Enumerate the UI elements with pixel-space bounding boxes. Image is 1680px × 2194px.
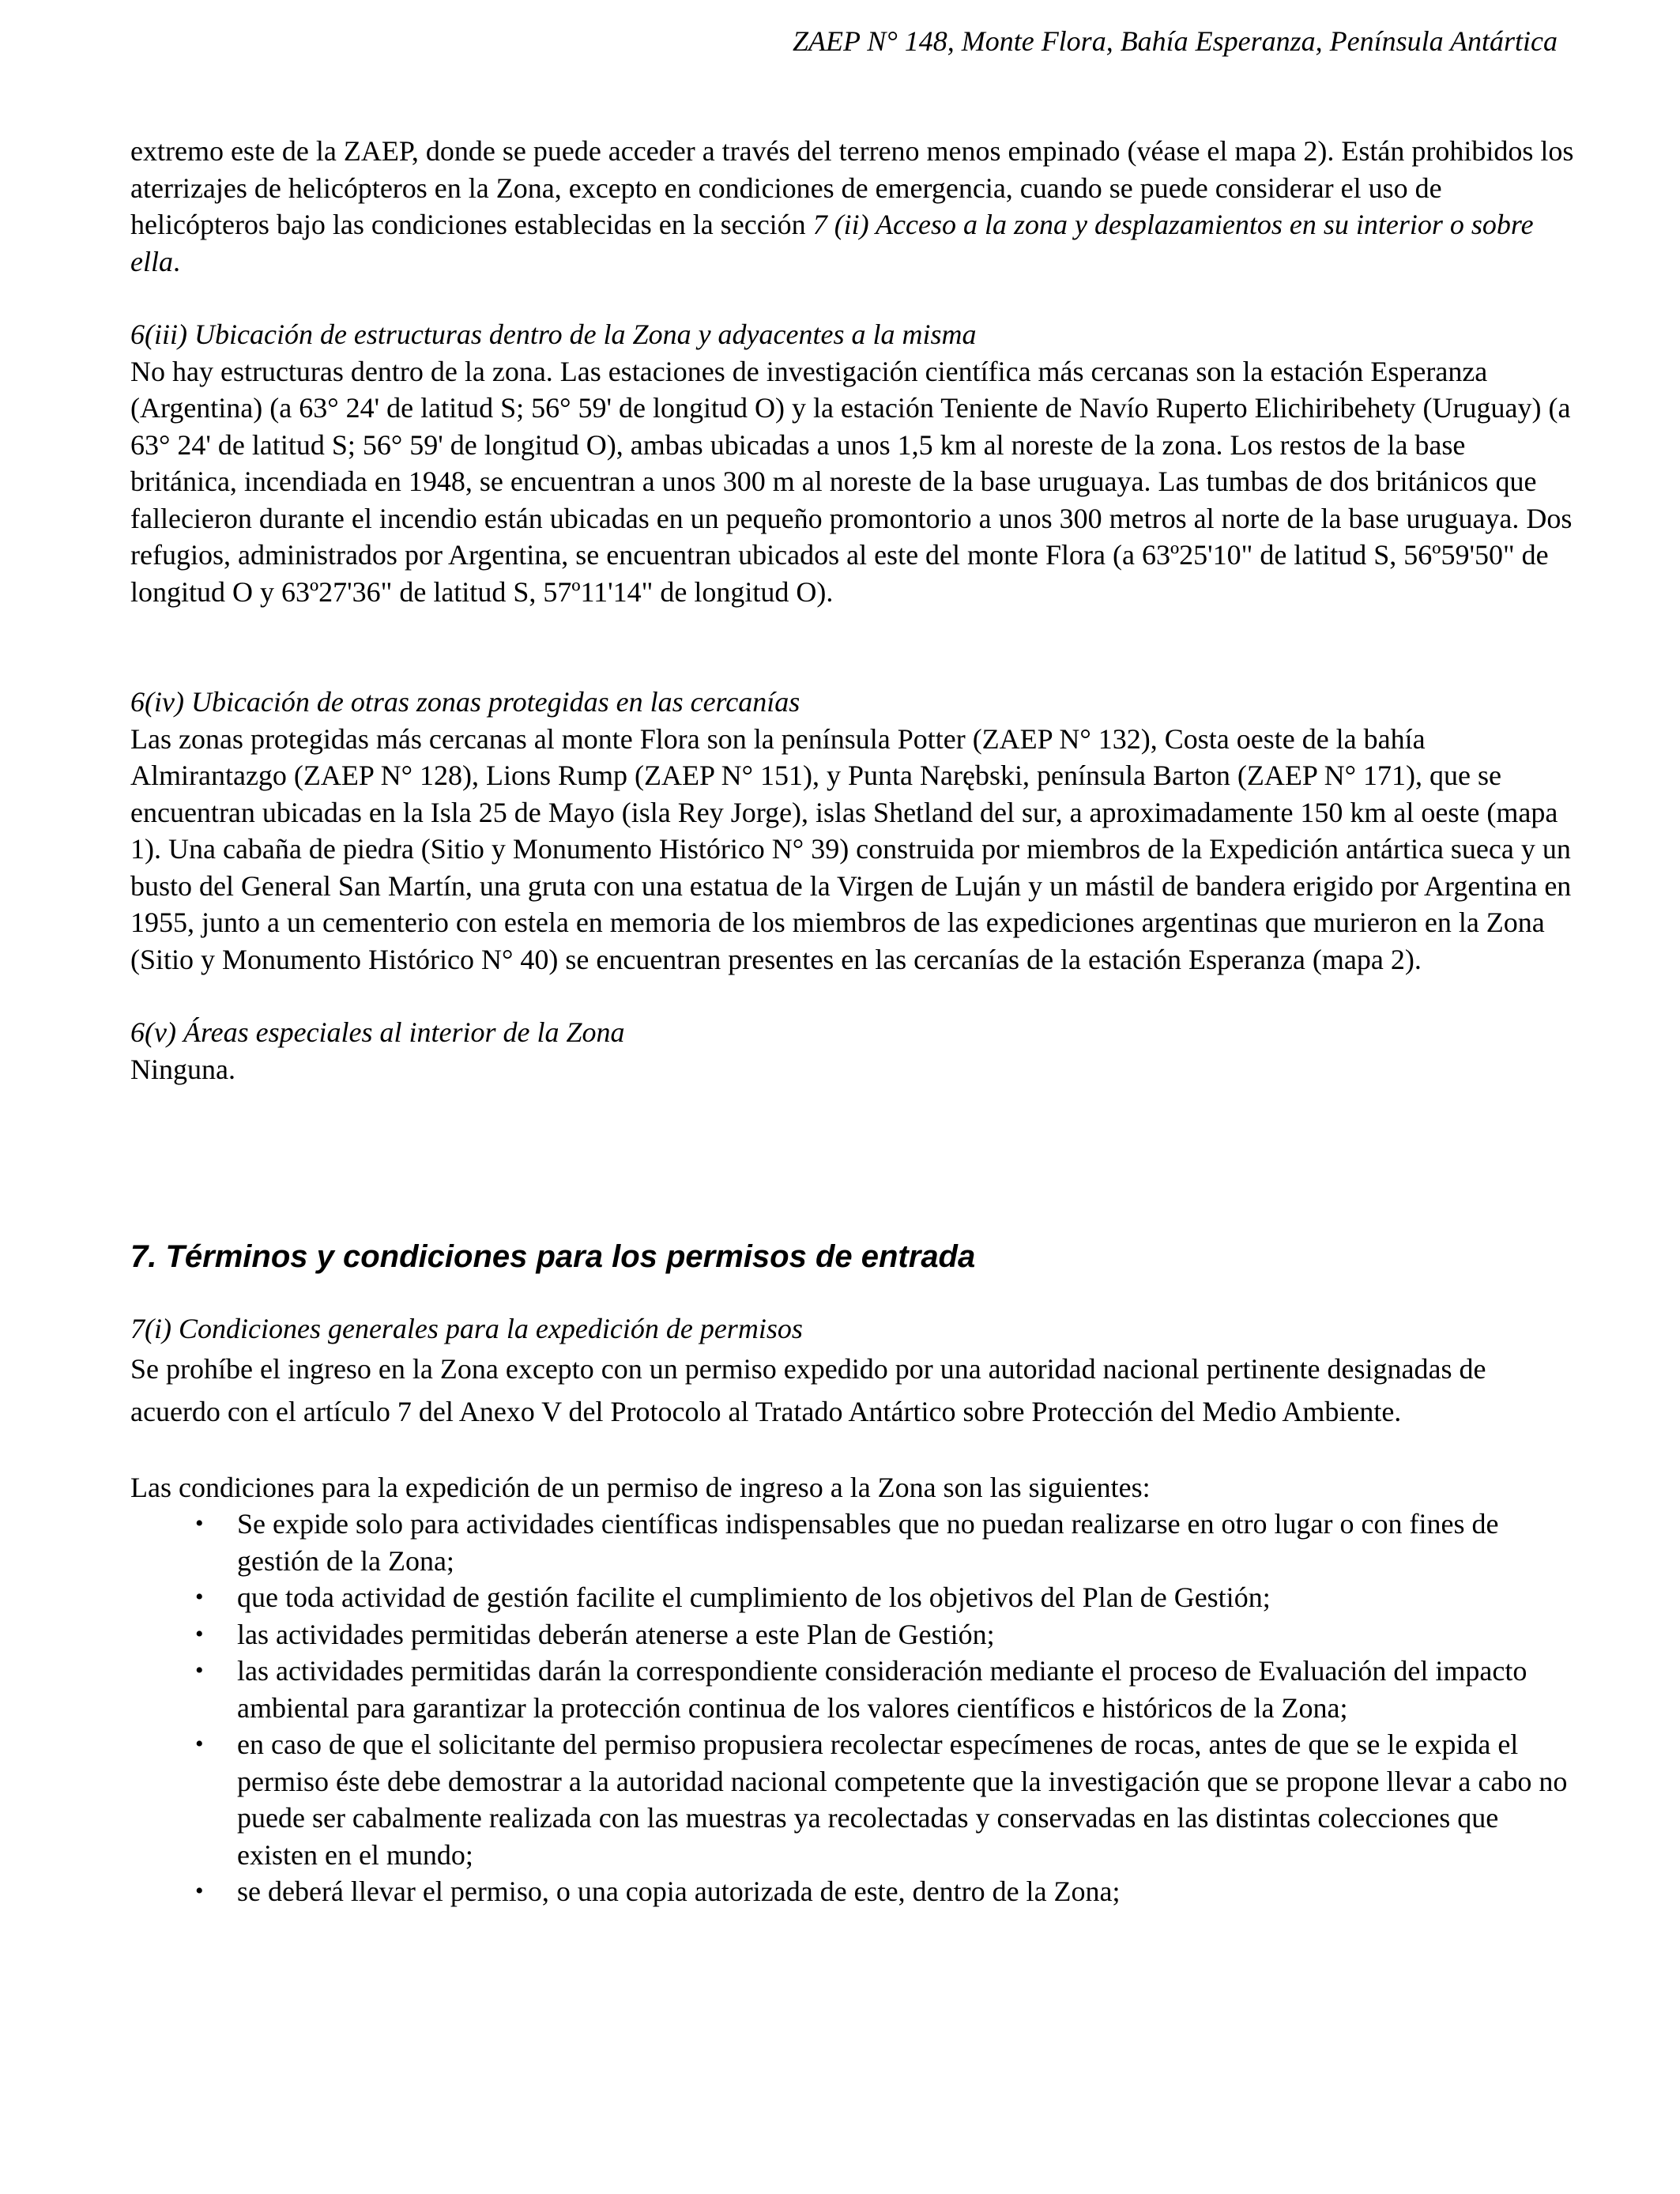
document-body: [130, 133, 1578, 1910]
list-item: • se deberá llevar el permiso, o una copia autorizada de este, dentro de la Zona;: [130, 1873, 1578, 1910]
bullet-icon: •: [195, 1731, 204, 1757]
intro-text: extremo este de la ZAEP, donde se puede acceder a través del terreno menos empinado (véase el mapa 2). Están prohibidos los aterrizajes de helicópteros en la Zona, excepto en condiciones de emergencia, cuando se puede considerar el uso de helicópteros bajo las condiciones establecidas en la sección: [130, 135, 1574, 240]
bullet-icon: •: [195, 1878, 204, 1904]
section-6v-text: Ninguna.: [130, 1053, 235, 1085]
intro-end: .: [172, 245, 180, 277]
section-6iii-text: No hay estructuras dentro de la zona. Las estaciones de investigación científica más cercanas son la estación Esperanza (Argentina) (a 63° 24' de latitud S; 56° 59' de longitud O) y la estación Teniente de Navío Ruperto Elichiribehety (Uruguay) (a 63° 24' de latitud S; 56° 59' de longitud O), ambas ubicadas a unos 1,5 km al noreste de la zona. Los restos de la base británica, incendiada en 1948, se encuentran a unos 300 m al noreste de la base uruguaya. Las tumbas de dos británicos que fallecieron durante el incendio están ubicadas en un pequeño promontorio a unos 300 metros al norte de la base uruguaya. Dos refugios, administrados por Argentina, se encuentran ubicados al este del monte Flora (a 63º25'10" de latitud S, 56º59'50" de longitud O y 63º27'36" de latitud S, 57º11'14" de longitud O).: [130, 355, 1573, 608]
list-item: • que toda actividad de gestión facilite el cumplimiento de los objetivos del Plan de Gestión;: [130, 1579, 1578, 1616]
section-6iv-text: Las zonas protegidas más cercanas al monte Flora son la península Potter (ZAEP N° 132), Costa oeste de la bahía Almirantazgo (ZAEP N° 128), Lions Rump (ZAEP N° 151), y Punta Narębski, península Barton (ZAEP N° 171), que se encuentran ubicadas en la Isla 25 de Mayo (isla Rey Jorge), islas Shetland del sur, a aproximadamente 150 km al oeste (mapa 1). Una cabaña de piedra (Sitio y Monumento Histórico N° 39) construida por miembros de la Expedición antártica sueca y un busto del General San Martín, una gruta con una estatua de la Virgen de Luján y un mástil de bandera erigido por Argentina en 1955, junto a un cementerio con estela en memoria de los miembros de las expediciones argentinas que murieron en la Zona (Sitio y Monumento Histórico N° 40) se encuentran presentes en las cercanías de la estación Esperanza (mapa 2).: [130, 722, 1572, 975]
intro-paragraph: [130, 133, 1578, 280]
list-item: • las actividades permitidas darán la correspondiente consideración mediante el proceso de Evaluación del impacto ambiental para garantizar la protección continua de los valores científicos e históricos de la Zona;: [130, 1653, 1578, 1726]
list-item: • en caso de que el solicitante del permiso propusiera recolectar especímenes de rocas, antes de que se le expida el permiso éste debe demostrar a la autoridad nacional competente que la investigación que se propone llevar a cabo no puede ser cabalmente realizada con las muestras ya recolectadas y conservadas en las distintas colecciones que existen en el mundo;: [130, 1726, 1578, 1873]
bullet-icon: •: [195, 1657, 204, 1683]
bullet-icon: •: [195, 1510, 204, 1536]
running-header: ZAEP N° 148, Monte Flora, Bahía Esperanza, Península Antártica: [792, 25, 1558, 57]
bullet-icon: •: [195, 1620, 204, 1647]
section-7-heading: 7. Términos y condiciones para los permisos de entrada: [130, 1239, 976, 1274]
section-7i-title: 7(i) Condiciones generales para la expedición de permisos: [130, 1313, 803, 1344]
bullet-icon: •: [195, 1584, 204, 1610]
list-item: • Se expide solo para actividades científicas indispensables que no puedan realizarse en otro lugar o con fines de gestión de la Zona;: [130, 1506, 1578, 1579]
conditions-intro: Las condiciones para la expedición de un permiso de ingreso a la Zona son las siguientes:: [130, 1471, 1151, 1503]
section-6iii-title: 6(iii) Ubicación de estructuras dentro de la Zona y adyacentes a la misma: [130, 319, 977, 350]
list-item: • las actividades permitidas deberán atenerse a este Plan de Gestión;: [130, 1616, 1578, 1653]
section-6v-title: 6(v) Áreas especiales al interior de la Zona: [130, 1016, 625, 1048]
section-reference: 7 (ii) Acceso a la zona y desplazamientos en su interior o sobre ella: [130, 209, 1534, 277]
section-7i-text: Se prohíbe el ingreso en la Zona excepto con un permiso expedido por una autoridad nacional pertinente designadas de acuerdo con el artículo 7 del Anexo V del Protocolo al Tratado Antártico sobre Protección del Medio Ambiente.: [130, 1352, 1486, 1427]
section-6iv-title: 6(iv) Ubicación de otras zonas protegidas en las cercanías: [130, 686, 800, 718]
conditions-list: [130, 1506, 1578, 1910]
